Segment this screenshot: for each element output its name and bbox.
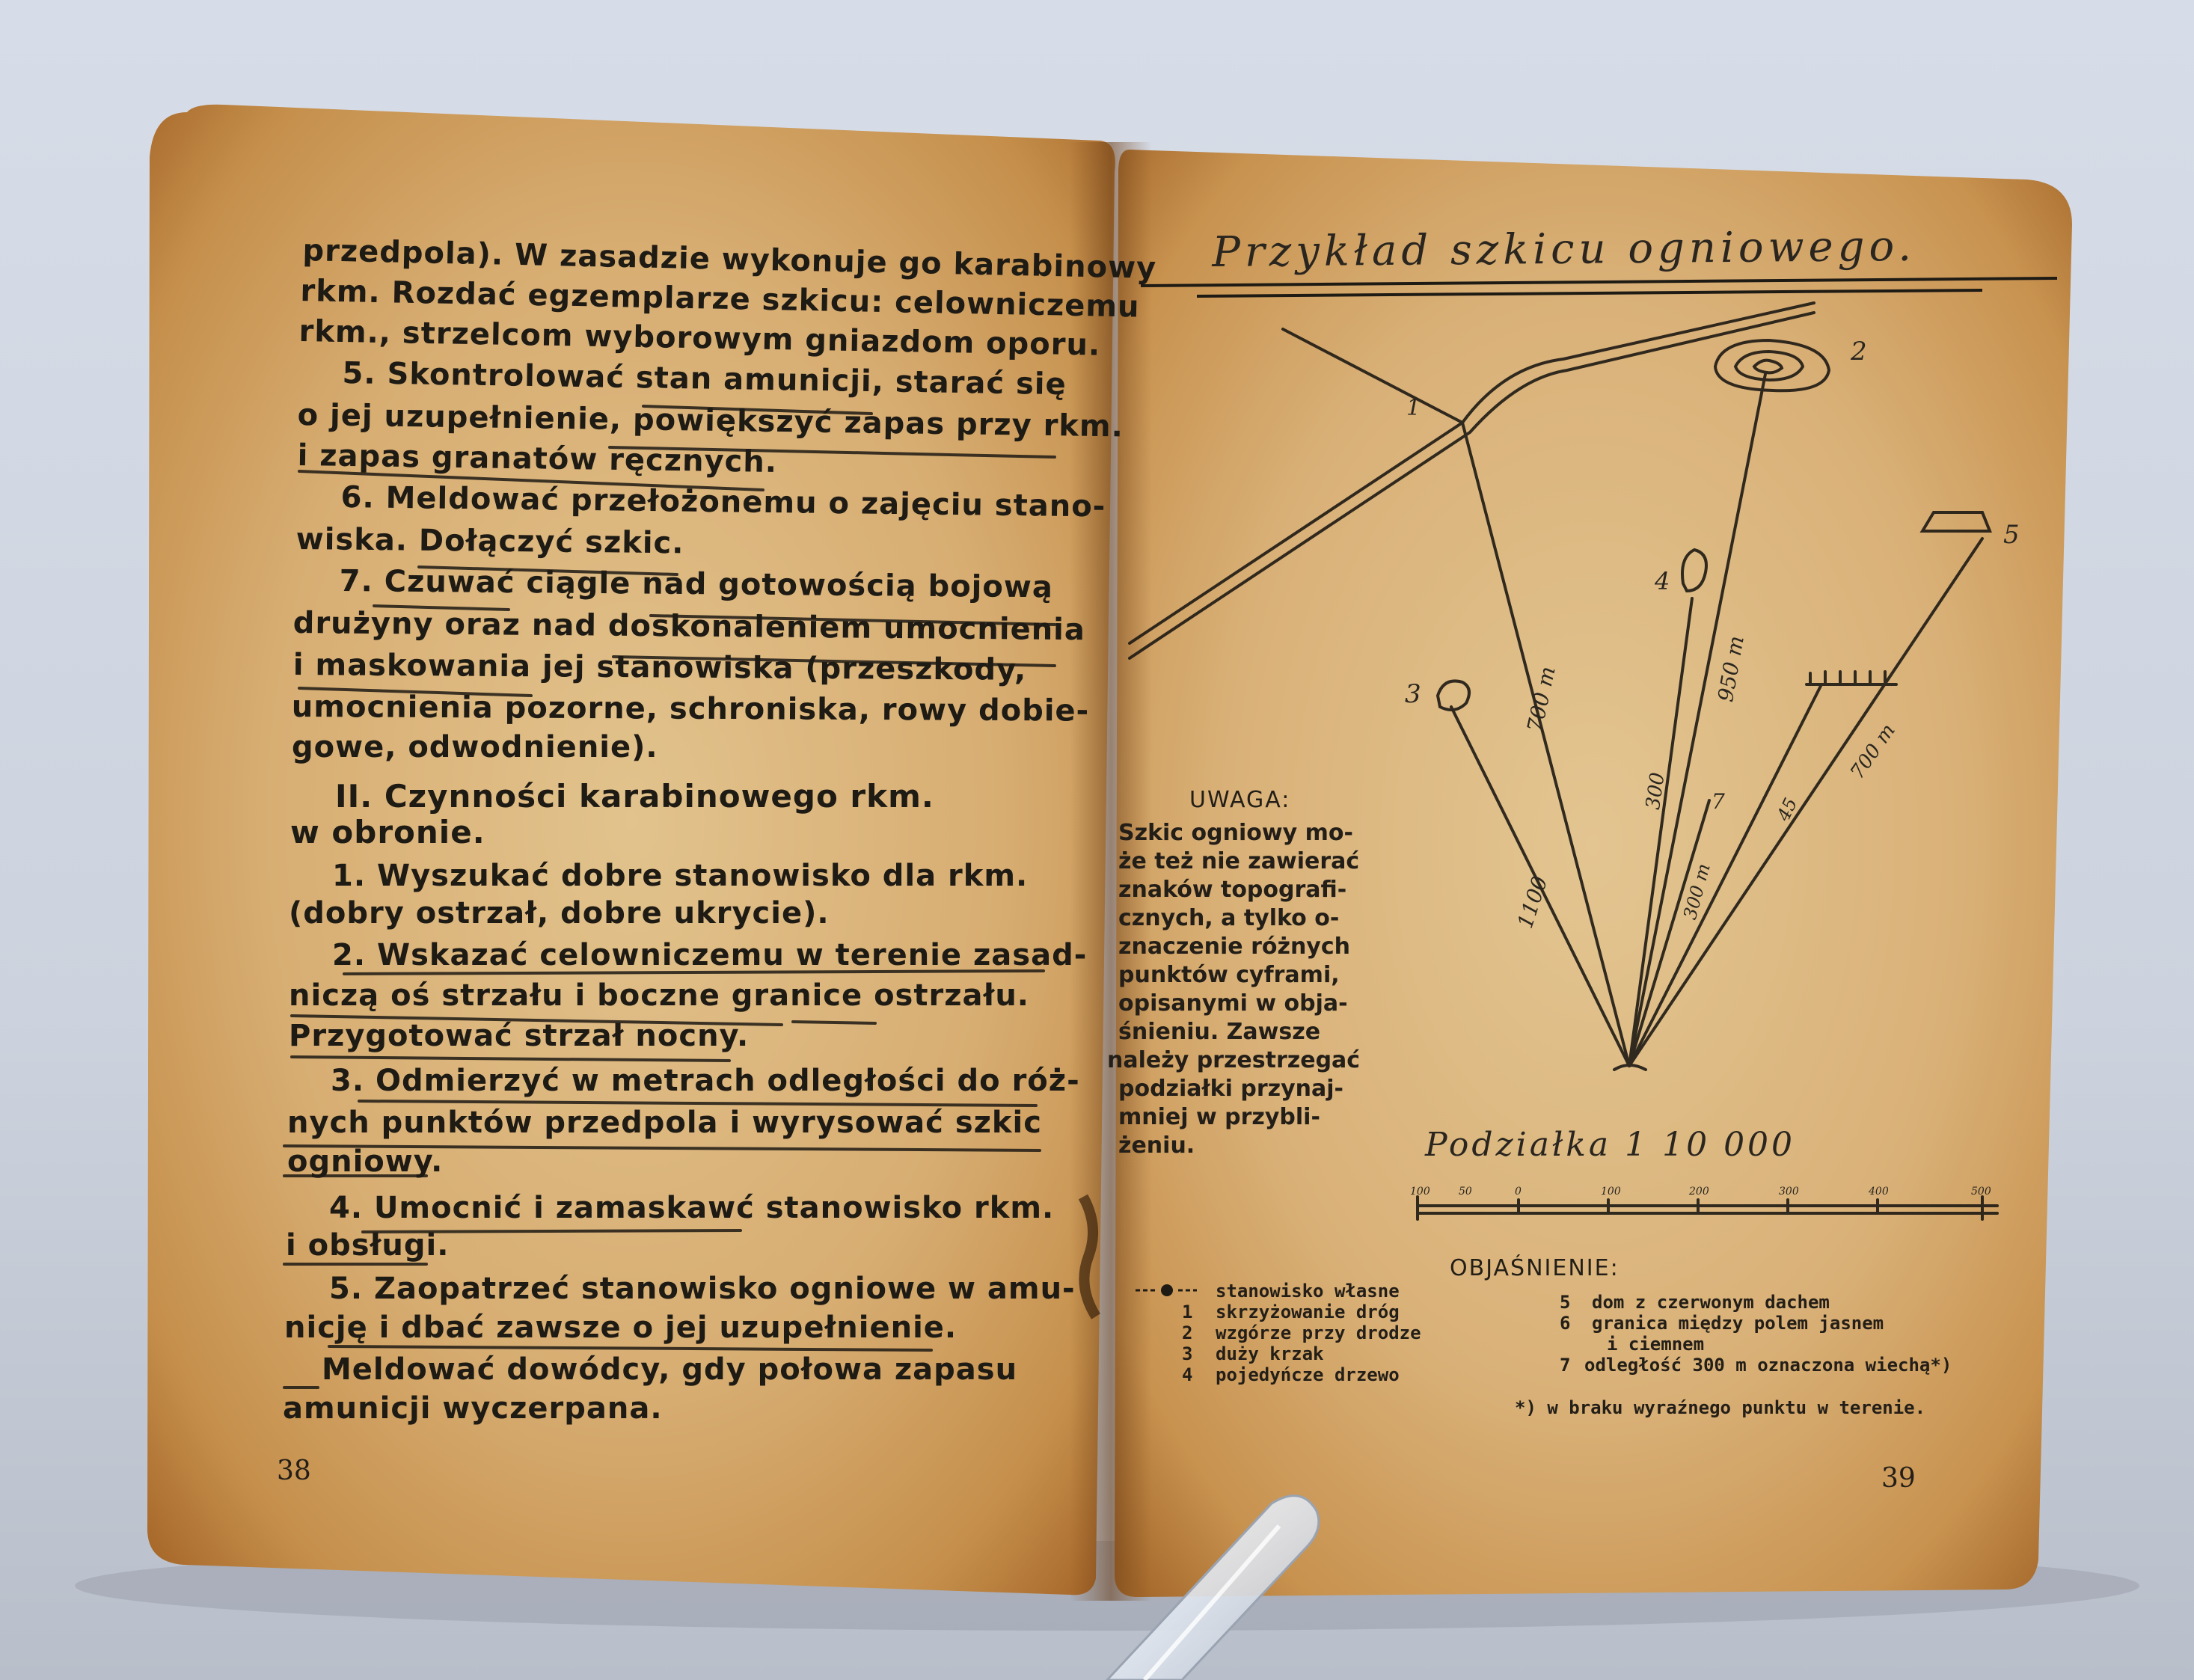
note-line-11: mniej w przybli- xyxy=(1118,1104,1320,1130)
distance-label-3: 1100 xyxy=(1513,873,1553,932)
legend-left-5: pojedyńcze drzewo xyxy=(1216,1364,1400,1385)
left-line-17: niczą oś strzału i boczne granice ostrzału. xyxy=(289,978,1029,1013)
section-heading-2: w obronie. xyxy=(290,814,485,850)
distance-label-1: 700 m xyxy=(1522,664,1560,735)
legend-left-num-4: 4 xyxy=(1182,1364,1193,1385)
legend-right-2: granica między polem jasnem xyxy=(1592,1313,1884,1334)
left-line-14: 1. Wyszukać dobre stanowisko dla rkm. xyxy=(332,859,1029,893)
section-heading-1: II. Czynności karabinowego rkm. xyxy=(335,778,934,815)
left-line-9: 7. Czuwać ciągle nad gotowością bojową xyxy=(339,564,1054,605)
scale-tick-6: 300 xyxy=(1779,1186,1799,1198)
note-line-4: cznych, a tylko o- xyxy=(1118,905,1340,931)
note-line-12: żeniu. xyxy=(1118,1132,1195,1159)
distance-label-2: 950 m xyxy=(1713,634,1749,704)
note-line-6: punktów cyframi, xyxy=(1118,962,1340,988)
left-line-5: o jej uzupełnienie, powiększyć zapas przy rkm. xyxy=(297,398,1124,444)
left-line-26: Meldować dowódcy, gdy połowa zapasu xyxy=(322,1352,1018,1387)
left-line-6: i zapas granatów ręcznych. xyxy=(297,438,778,479)
note-line-9: należy przestrzegać xyxy=(1107,1047,1361,1073)
note-line-2: że też nie zawierać xyxy=(1118,848,1360,874)
legend-right-num-7: 7 xyxy=(1560,1355,1571,1376)
note-title: UWAGA: xyxy=(1189,787,1291,813)
left-line-11: i maskowania jej stanowiska (przeszkody, xyxy=(292,648,1027,687)
distance-label-6: 45 xyxy=(1773,794,1802,824)
scale-text: Podziałka 1 10 000 xyxy=(1425,1126,1796,1164)
left-line-3: rkm., strzelcom wyborowym gniazdom oporu. xyxy=(298,314,1101,363)
left-line-4: 5. Skontrolować stan amunicji, starać się xyxy=(342,356,1067,402)
legend-right-3: i ciemnem xyxy=(1607,1334,1705,1355)
left-line-19: 3. Odmierzyć w metrach odległości do róż- xyxy=(331,1064,1080,1098)
left-line-1: przedpola). W zasadzie wykonuje go karabinowy xyxy=(302,233,1157,286)
note-line-10: podziałki przynaj- xyxy=(1118,1076,1343,1102)
legend-left-num-3: 3 xyxy=(1182,1343,1193,1364)
sketch-label-p5: 5 xyxy=(2003,520,2020,550)
scale-tick-8: 500 xyxy=(1971,1186,1991,1198)
left-line-16: 2. Wskazać celowniczemu w terenie zasad- xyxy=(332,938,1088,972)
sketch-label-p4: 4 xyxy=(1655,567,1670,595)
left-line-12: umocnienia pozorne, schroniska, rowy dobie- xyxy=(291,690,1090,729)
left-line-10: drużyny oraz nad doskonaleniem umocnienia xyxy=(292,606,1086,648)
footnote: *) w braku wyraźnego punktu w terenie. xyxy=(1515,1397,1926,1418)
left-line-7: 6. Meldować przełożonemu o zajęciu stano- xyxy=(340,480,1106,524)
left-line-23: i obsługi. xyxy=(286,1228,450,1263)
legend-right-num-6: 6 xyxy=(1560,1313,1571,1334)
legend-right-4: odległość 300 m oznaczona wiechą*) xyxy=(1584,1355,1952,1376)
note-line-5: znaczenie różnych xyxy=(1118,933,1351,960)
note-line-1: Szkic ogniowy mo- xyxy=(1118,820,1353,846)
sketch-label-p1: 1 xyxy=(1406,395,1421,421)
left-line-15: (dobry ostrzał, dobre ukrycie). xyxy=(289,896,830,931)
note-line-8: śnieniu. Zawsze xyxy=(1118,1019,1321,1045)
sketch-label-p2: 2 xyxy=(1851,337,1867,367)
legend-left-4: duży krzak xyxy=(1216,1343,1324,1364)
left-line-20: nych punktów przedpola i wyrysować szkic xyxy=(287,1106,1042,1140)
left-line-27: amunicji wyczerpana. xyxy=(283,1391,663,1426)
distance-label-4: 300 xyxy=(1642,770,1670,812)
page-number-left: 38 xyxy=(277,1456,311,1486)
sketch-label-p7: 7 xyxy=(1712,789,1725,814)
distance-label-7: 700 m xyxy=(1846,720,1900,784)
left-line-18: Przygotować strzał nocny. xyxy=(289,1019,750,1053)
left-line-2: rkm. Rozdać egzemplarze szkicu: celowniczemu xyxy=(300,274,1140,325)
left-line-21: ogniowy. xyxy=(287,1144,444,1179)
scale-tick-4: 100 xyxy=(1601,1186,1621,1198)
legend-right-num-5: 5 xyxy=(1560,1292,1571,1313)
legend-title: OBJAŚNIENIE: xyxy=(1450,1255,1620,1281)
legend-right-1: dom z czerwonym dachem xyxy=(1592,1292,1830,1313)
sketch-label-p3: 3 xyxy=(1405,679,1421,709)
scale-tick-5: 200 xyxy=(1689,1186,1709,1198)
scale-tick-7: 400 xyxy=(1869,1186,1889,1198)
left-line-22: 4. Umocnić i zamaskawć stanowisko rkm. xyxy=(329,1191,1055,1225)
legend-left-2: skrzyżowanie dróg xyxy=(1216,1302,1400,1322)
note-line-7: opisanymi w obja- xyxy=(1118,990,1348,1017)
legend-left-num-1: 1 xyxy=(1182,1302,1193,1322)
note-line-3: znaków topografi- xyxy=(1118,877,1347,903)
scale-tick-3: 0 xyxy=(1515,1186,1522,1198)
scale-tick-2: 50 xyxy=(1459,1186,1472,1198)
left-line-24: 5. Zaopatrzeć stanowisko ogniowe w amu- xyxy=(329,1272,1076,1306)
page-number-right: 39 xyxy=(1881,1463,1916,1494)
left-line-13: gowe, odwodnienie). xyxy=(292,730,658,764)
scale-tick-1: 100 xyxy=(1410,1186,1430,1198)
left-line-8: wiska. Dołączyć szkic. xyxy=(295,522,684,561)
sketch-title: Przykład szkicu ogniowego. xyxy=(1212,221,1916,277)
left-line-25: nicję i dbać zawsze o jej uzupełnienie. xyxy=(284,1310,957,1345)
distance-label-5: 300 m xyxy=(1679,861,1715,922)
legend-left-num-2: 2 xyxy=(1182,1322,1193,1343)
legend-left-3: wzgórze przy drodze xyxy=(1216,1322,1421,1343)
legend-left-1: stanowisko własne xyxy=(1216,1281,1400,1302)
